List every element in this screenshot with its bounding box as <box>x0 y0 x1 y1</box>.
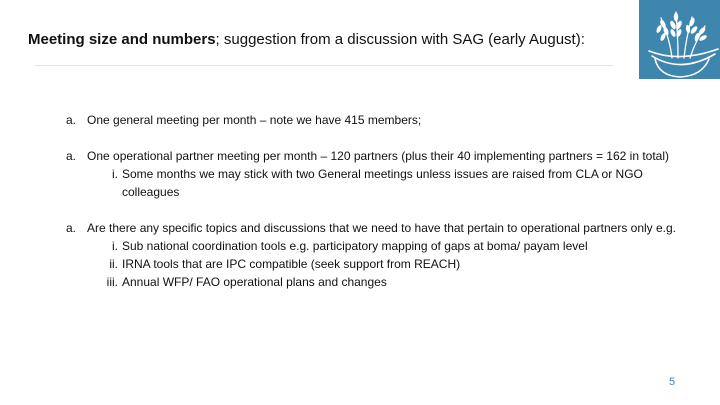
sub-list-item-text: Annual WFP/ FAO operational plans and changes <box>122 275 387 289</box>
list-item-text: One general meeting per month – note we have 415 members; <box>87 113 422 127</box>
wheat-bowl-icon <box>639 0 720 79</box>
list-item <box>66 111 696 129</box>
page-title <box>28 31 628 48</box>
sub-list-marker: i. <box>112 239 118 253</box>
sub-list-item-text: IRNA tools that are IPC compatible (seek support from REACH) <box>122 257 461 271</box>
title-divider <box>34 65 614 66</box>
list-marker: a. <box>66 113 77 127</box>
page-number: 5 <box>668 376 676 388</box>
list-item-text: Are there any specific topics and discussions that we need to have that pertain to operational partners only e.g. <box>87 221 677 235</box>
list-item <box>66 147 696 201</box>
sub-list-item <box>101 237 696 255</box>
sub-list-marker: ii. <box>109 257 118 271</box>
list-marker: a. <box>66 149 77 163</box>
sub-list-marker: i. <box>112 167 118 181</box>
list-item-text: One operational partner meeting per month – 120 partners (plus their 40 implementing partners = 162 in total) <box>87 149 669 163</box>
sub-list-item-text: Sub national coordination tools e.g. participatory mapping of gaps at boma/ payam level <box>122 239 588 253</box>
list-marker: a. <box>66 221 77 235</box>
title-rest-text: ; suggestion from a discussion with SAG (early August): <box>215 31 585 48</box>
agenda-list <box>66 111 696 309</box>
sub-list-item <box>101 273 696 291</box>
sub-list-item-text: Some months we may stick with two General meetings unless issues are raised from CLA or NGO colleagues <box>122 167 643 199</box>
sub-list-item <box>101 165 696 201</box>
sub-list-marker: iii. <box>106 275 118 289</box>
logo <box>639 0 720 79</box>
title-bold-text: Meeting size and numbers <box>28 31 216 48</box>
list-item <box>66 219 696 291</box>
sub-list-item <box>101 255 696 273</box>
